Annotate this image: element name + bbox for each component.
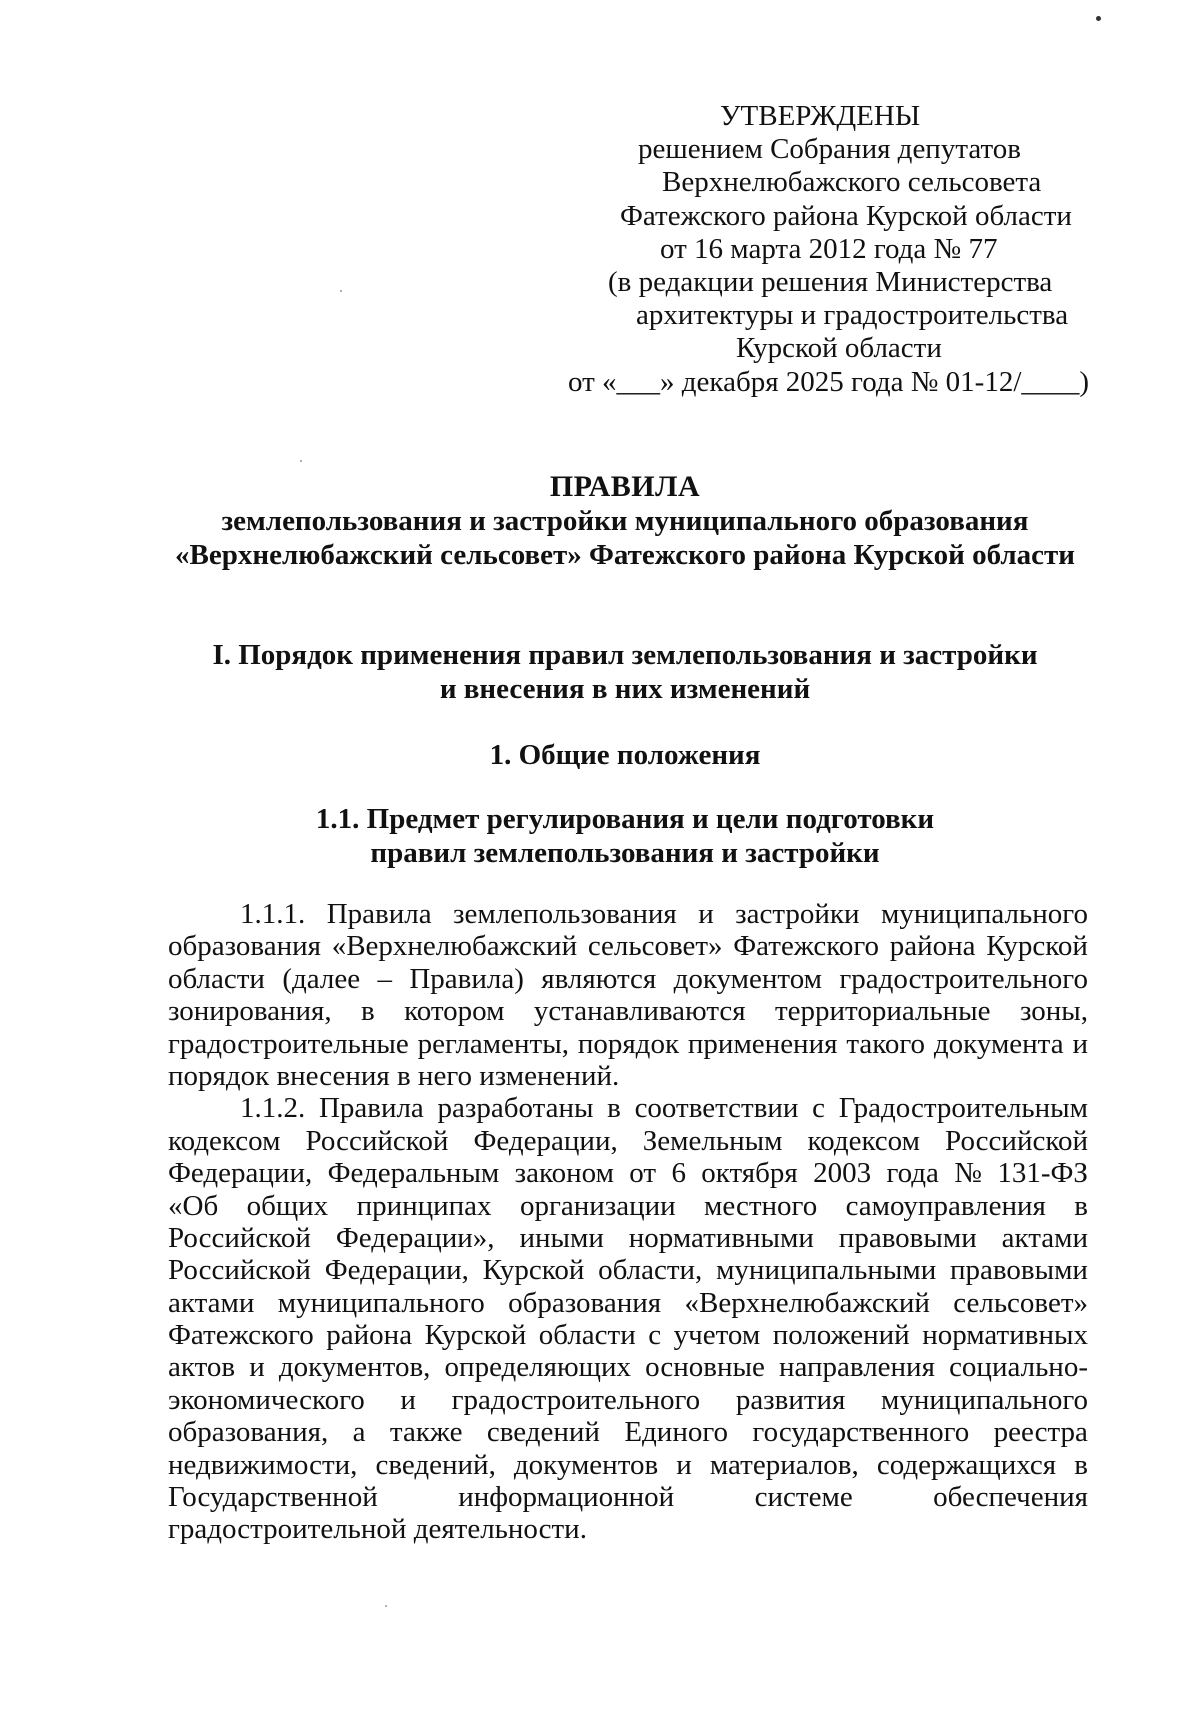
paragraph-line: недвижимости, сведений, документов и материалов, содержащихся в [168,1448,1088,1481]
approval-line: от 16 марта 2012 года № 77 [660,232,998,265]
paragraph-line: Фатежского района Курской области с учетом положений нормативных [168,1319,1088,1352]
paragraph-line: «Об общих принципах организации местного самоуправления в [168,1189,1088,1222]
approval-line: от «___» декабря 2025 года № 01-12/____) [568,365,1090,398]
body-text [168,898,1088,1546]
paragraph-line: Государственной информационной системе обеспечения [168,1481,1088,1514]
paragraph-line: Федерации, Федеральным законом от 6 октября 2003 года № 131-ФЗ [168,1157,1088,1190]
paragraph-line: 1.1.1. Правила землепользования и застройки муниципального [240,898,1088,930]
paragraph-line: 1.1.2. Правила разработаны в соответствии с Градостроительным [240,1092,1088,1125]
scan-speck [300,460,302,462]
scan-speck [340,290,342,292]
paragraph-line: экономического и градостроительного развития муниципального [168,1383,1088,1416]
approval-line: архитектуры и градостроительства [636,299,1069,332]
approval-line: Фатежского района Курской области [620,199,1072,232]
chapter-line: 1. Общие положения [489,739,761,771]
paragraph-line: зонирования, в котором устанавливаются территориальные зоны, [168,995,1088,1028]
paragraph-line: актами муниципального образования «Верхнелюбажский сельсовет» [168,1286,1088,1319]
paragraph-line: области (далее – Правила) являются документом градостроительного [168,962,1088,995]
approval-line: Верхнелюбажского сельсовета [662,166,1042,199]
title-main: ПРАВИЛА [549,470,701,503]
section-heading [160,638,1090,706]
subsection-line: 1.1. Предмет регулирования и цели подготовки [315,803,935,835]
approval-line: Курской области [736,332,942,365]
paragraph-line: порядок внесения в него изменений. [168,1059,620,1092]
approval-line: решением Собрания депутатов [638,133,1021,166]
scan-speck [1096,16,1101,21]
subsection-line: правил землепользования и застройки [370,837,880,869]
paragraph-line: градостроительные регламенты, порядок применения такого документа и [168,1027,1088,1060]
paragraph-line: градостроительной деятельности. [168,1513,587,1546]
scan-speck [385,1605,387,1607]
section-line: и внесения в них изменений [439,673,811,705]
section-line: I. Порядок применения правил землепользования и застройки [212,639,1038,671]
document-title [160,470,1090,572]
paragraph-line: Российской Федерации, Курской области, муниципальными правовыми [168,1254,1088,1287]
chapter-heading [160,738,1090,772]
title-line: «Верхнелюбажский сельсовет» Фатежского района Курской области [175,539,1075,571]
approval-stamp-block [560,100,1090,399]
approval-heading: УТВЕРЖДЕНЫ [720,100,921,132]
paragraph-line: актов и документов, определяющих основные направления социально- [168,1351,1088,1384]
paragraph-line: образования, а также сведений Единого государственного реестра [168,1416,1088,1449]
paragraph-line: кодексом Российской Федерации, Земельным кодексом Российской [168,1124,1088,1157]
paragraph-line: Российской Федерации», иными нормативными правовыми актами [168,1221,1088,1254]
title-line: землепользования и застройки муниципального образования [221,505,1029,537]
paragraph-line: образования «Верхнелюбажский сельсовет» Фатежского района Курской [168,930,1088,963]
subsection-heading [160,802,1090,870]
approval-line: (в редакции решения Министерства [608,265,1053,298]
